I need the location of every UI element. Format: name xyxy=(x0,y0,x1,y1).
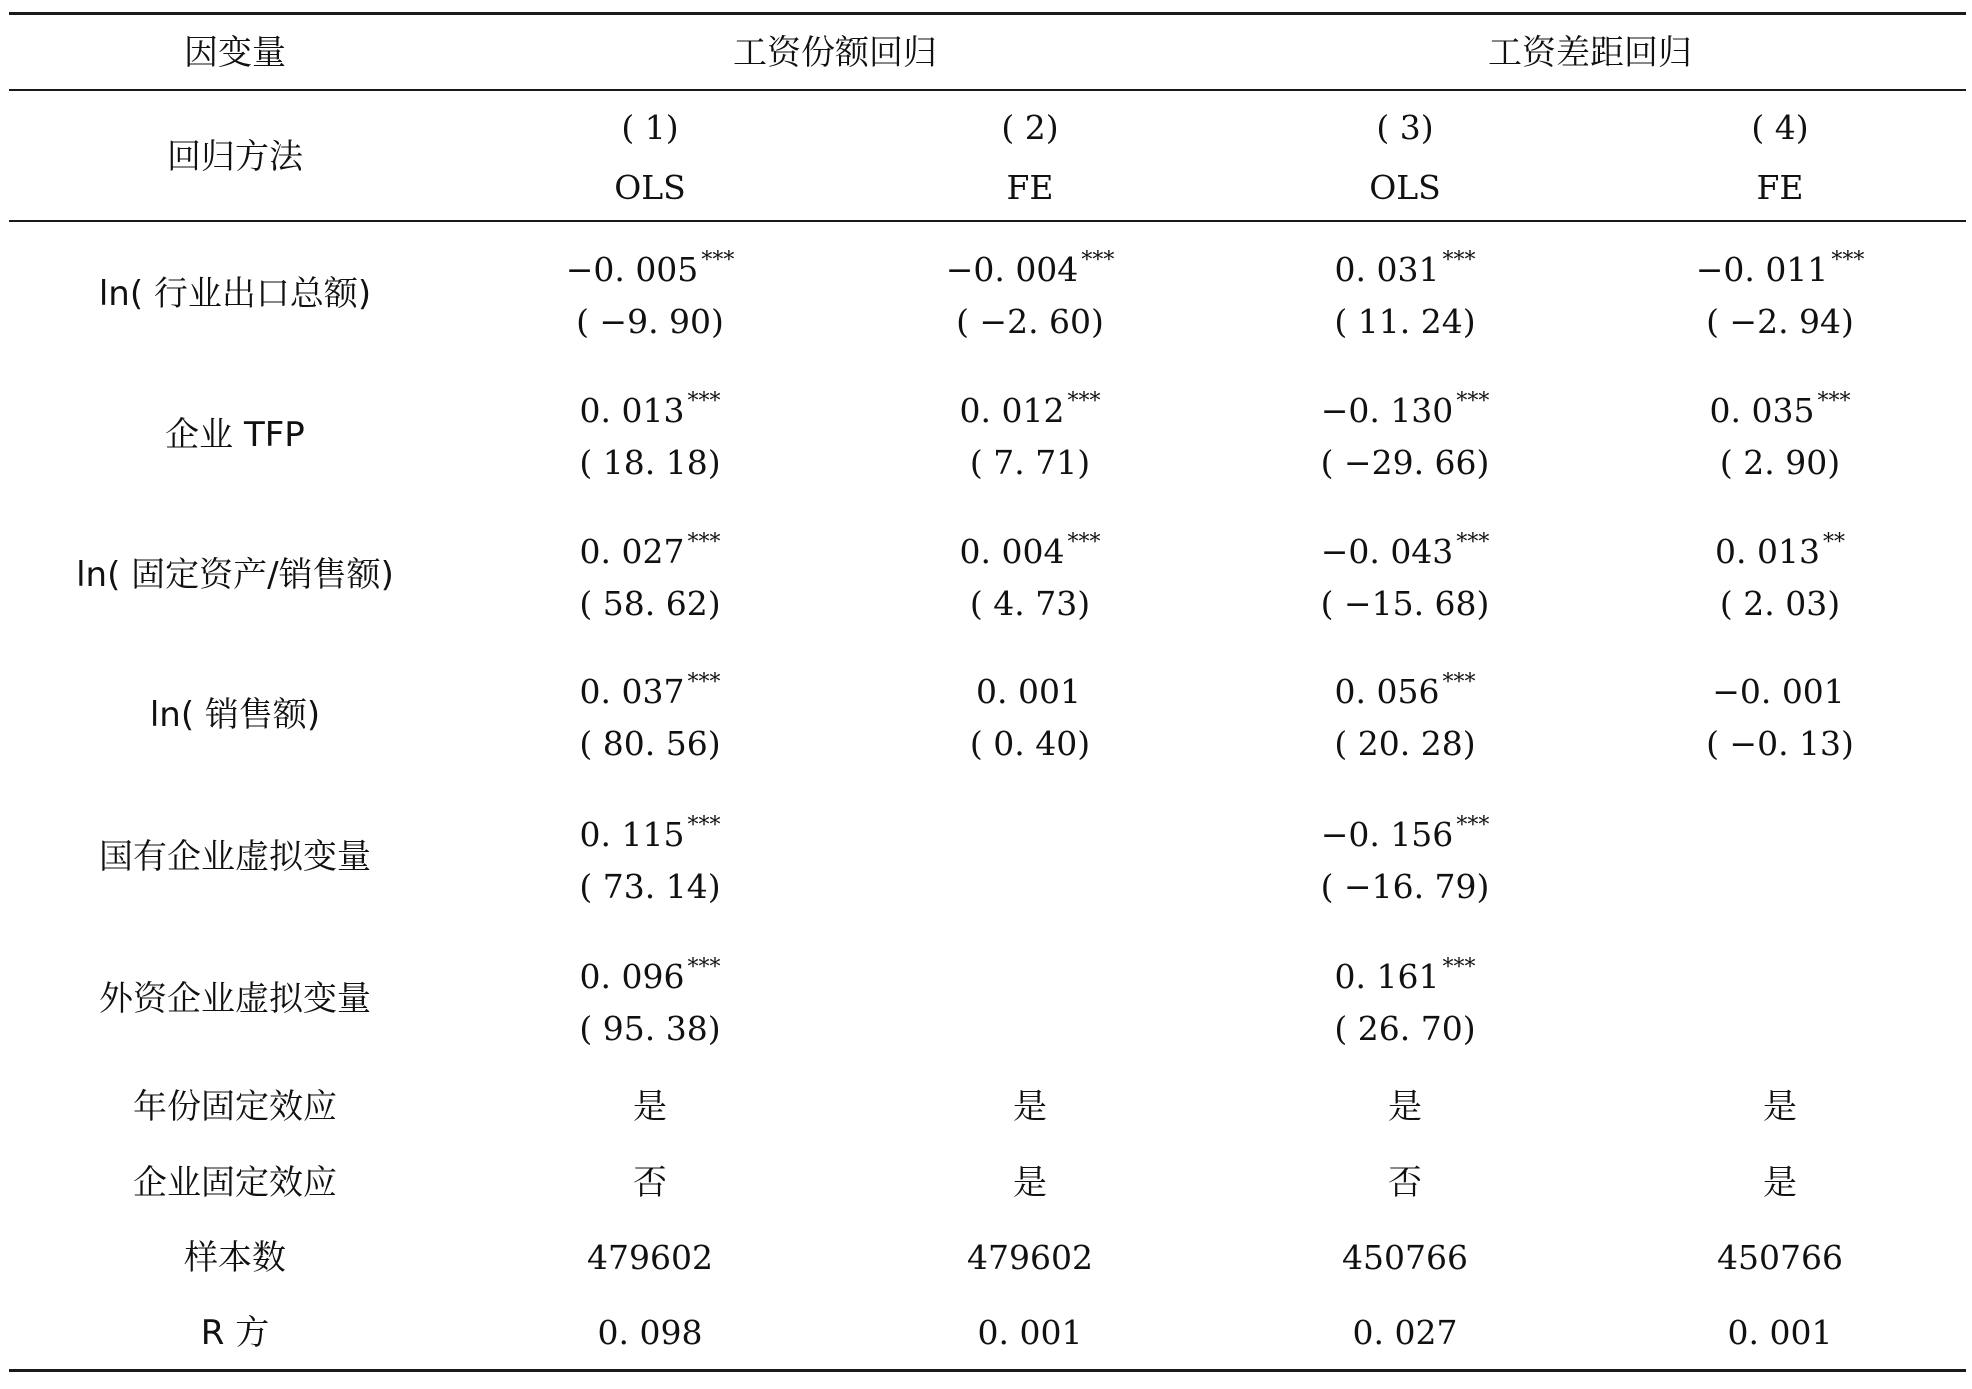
header-rule xyxy=(9,89,1966,91)
row-label: 外资企业虚拟变量 xyxy=(99,979,371,1019)
body-rule xyxy=(9,220,1966,222)
year-fe-value: 是 xyxy=(633,1087,667,1127)
col-1-number: ( 1) xyxy=(621,108,679,147)
top-rule xyxy=(9,12,1966,15)
significance-stars: *** xyxy=(687,813,721,838)
significance-stars: ** xyxy=(1822,530,1845,555)
coef-cell: 0. 013 *** xyxy=(579,389,721,430)
row-label: ln( 销售额) xyxy=(149,695,321,735)
r-squared-value: 0. 027 xyxy=(1352,1313,1458,1352)
t-stat-cell: ( 95. 38) xyxy=(579,1009,721,1048)
significance-stars: *** xyxy=(1081,248,1115,273)
significance-stars: *** xyxy=(687,670,721,695)
col-2-number: ( 2) xyxy=(1001,108,1059,147)
coef-cell: −0. 011 *** xyxy=(1695,248,1865,289)
coef-cell: 0. 037 *** xyxy=(579,670,721,711)
significance-stars: *** xyxy=(687,389,721,414)
year-fe-value: 是 xyxy=(1388,1087,1422,1127)
coef-cell: −0. 130 *** xyxy=(1320,389,1490,430)
sample-size-value: 450766 xyxy=(1717,1238,1843,1277)
t-stat-cell: ( 80. 56) xyxy=(579,724,721,763)
row-label: ln( 行业出口总额) xyxy=(98,274,372,314)
r-squared-value: 0. 001 xyxy=(1727,1313,1833,1352)
t-stat-cell: ( 11. 24) xyxy=(1334,302,1476,341)
firm-fe-value: 是 xyxy=(1763,1163,1797,1203)
firm-fe-value: 否 xyxy=(633,1163,667,1203)
firm-fe-value: 是 xyxy=(1013,1163,1047,1203)
coef-cell: 0. 115 *** xyxy=(579,813,721,854)
row-label: 企业 TFP xyxy=(165,415,305,455)
significance-stars: *** xyxy=(1456,813,1490,838)
group-wage-share: 工资份额回归 xyxy=(733,33,937,73)
t-stat-cell: ( 18. 18) xyxy=(579,443,721,482)
col-3-number: ( 3) xyxy=(1376,108,1434,147)
col-2-method: FE xyxy=(1006,168,1054,207)
firm-fe-label: 企业固定效应 xyxy=(133,1163,337,1203)
coef-cell: 0. 027 *** xyxy=(579,530,721,571)
significance-stars: *** xyxy=(1817,389,1851,414)
sample-size-value: 450766 xyxy=(1342,1238,1468,1277)
significance-stars: *** xyxy=(687,530,721,555)
method-label: 回归方法 xyxy=(167,137,303,177)
dep-var-label: 因变量 xyxy=(184,33,286,73)
coef-cell: 0. 001 xyxy=(976,672,1081,711)
t-stat-cell: ( −0. 13) xyxy=(1706,724,1854,763)
year-fe-value: 是 xyxy=(1763,1087,1797,1127)
significance-stars: *** xyxy=(1442,248,1476,273)
significance-stars: *** xyxy=(1067,389,1101,414)
significance-stars: *** xyxy=(1442,670,1476,695)
r-squared-value: 0. 001 xyxy=(977,1313,1083,1352)
coef-cell: 0. 035 *** xyxy=(1709,389,1851,430)
coef-cell: −0. 043 *** xyxy=(1320,530,1490,571)
t-stat-cell: ( 4. 73) xyxy=(969,584,1091,623)
group-wage-gap: 工资差距回归 xyxy=(1488,33,1692,73)
significance-stars: *** xyxy=(701,248,735,273)
bottom-rule xyxy=(9,1369,1966,1372)
coef-cell: −0. 004 *** xyxy=(945,248,1115,289)
t-stat-cell: ( 20. 28) xyxy=(1334,724,1476,763)
coef-cell: 0. 161 *** xyxy=(1334,955,1476,996)
col-4-method: FE xyxy=(1756,168,1804,207)
t-stat-cell: ( 2. 90) xyxy=(1719,443,1841,482)
row-label: 国有企业虚拟变量 xyxy=(99,837,371,877)
t-stat-cell: ( −2. 94) xyxy=(1706,302,1854,341)
t-stat-cell: ( 0. 40) xyxy=(969,724,1091,763)
t-stat-cell: ( −15. 68) xyxy=(1320,584,1490,623)
row-label: ln( 固定资产/销售额) xyxy=(76,555,394,595)
significance-stars: *** xyxy=(687,955,721,980)
coef-cell: −0. 156 *** xyxy=(1320,813,1490,854)
col-3-method: OLS xyxy=(1369,168,1441,207)
coef-cell: −0. 005 *** xyxy=(565,248,735,289)
t-stat-cell: ( −9. 90) xyxy=(576,302,724,341)
significance-stars: *** xyxy=(1831,248,1865,273)
col-4-number: ( 4) xyxy=(1751,108,1809,147)
sample-size-value: 479602 xyxy=(587,1238,713,1277)
year-fe-value: 是 xyxy=(1013,1087,1047,1127)
sample-size-label: 样本数 xyxy=(184,1238,286,1278)
t-stat-cell: ( 73. 14) xyxy=(579,867,721,906)
coef-cell: 0. 012 *** xyxy=(959,389,1101,430)
t-stat-cell: ( −2. 60) xyxy=(956,302,1104,341)
coef-cell: −0. 001 xyxy=(1712,672,1845,711)
t-stat-cell: ( 26. 70) xyxy=(1334,1009,1476,1048)
r-squared-value: 0. 098 xyxy=(597,1313,703,1352)
significance-stars: *** xyxy=(1442,955,1476,980)
year-fe-label: 年份固定效应 xyxy=(133,1087,337,1127)
t-stat-cell: ( 58. 62) xyxy=(579,584,721,623)
coef-cell: 0. 013 ** xyxy=(1715,530,1845,571)
t-stat-cell: ( 7. 71) xyxy=(969,443,1091,482)
sample-size-value: 479602 xyxy=(967,1238,1093,1277)
t-stat-cell: ( −29. 66) xyxy=(1320,443,1490,482)
coef-cell: 0. 004 *** xyxy=(959,530,1101,571)
significance-stars: *** xyxy=(1067,530,1101,555)
significance-stars: *** xyxy=(1456,389,1490,414)
coef-cell: 0. 096 *** xyxy=(579,955,721,996)
r-squared-label: R 方 xyxy=(200,1313,270,1353)
firm-fe-value: 否 xyxy=(1388,1163,1422,1203)
coef-cell: 0. 031 *** xyxy=(1334,248,1476,289)
t-stat-cell: ( 2. 03) xyxy=(1719,584,1841,623)
t-stat-cell: ( −16. 79) xyxy=(1320,867,1490,906)
col-1-method: OLS xyxy=(614,168,686,207)
coef-cell: 0. 056 *** xyxy=(1334,670,1476,711)
significance-stars: *** xyxy=(1456,530,1490,555)
